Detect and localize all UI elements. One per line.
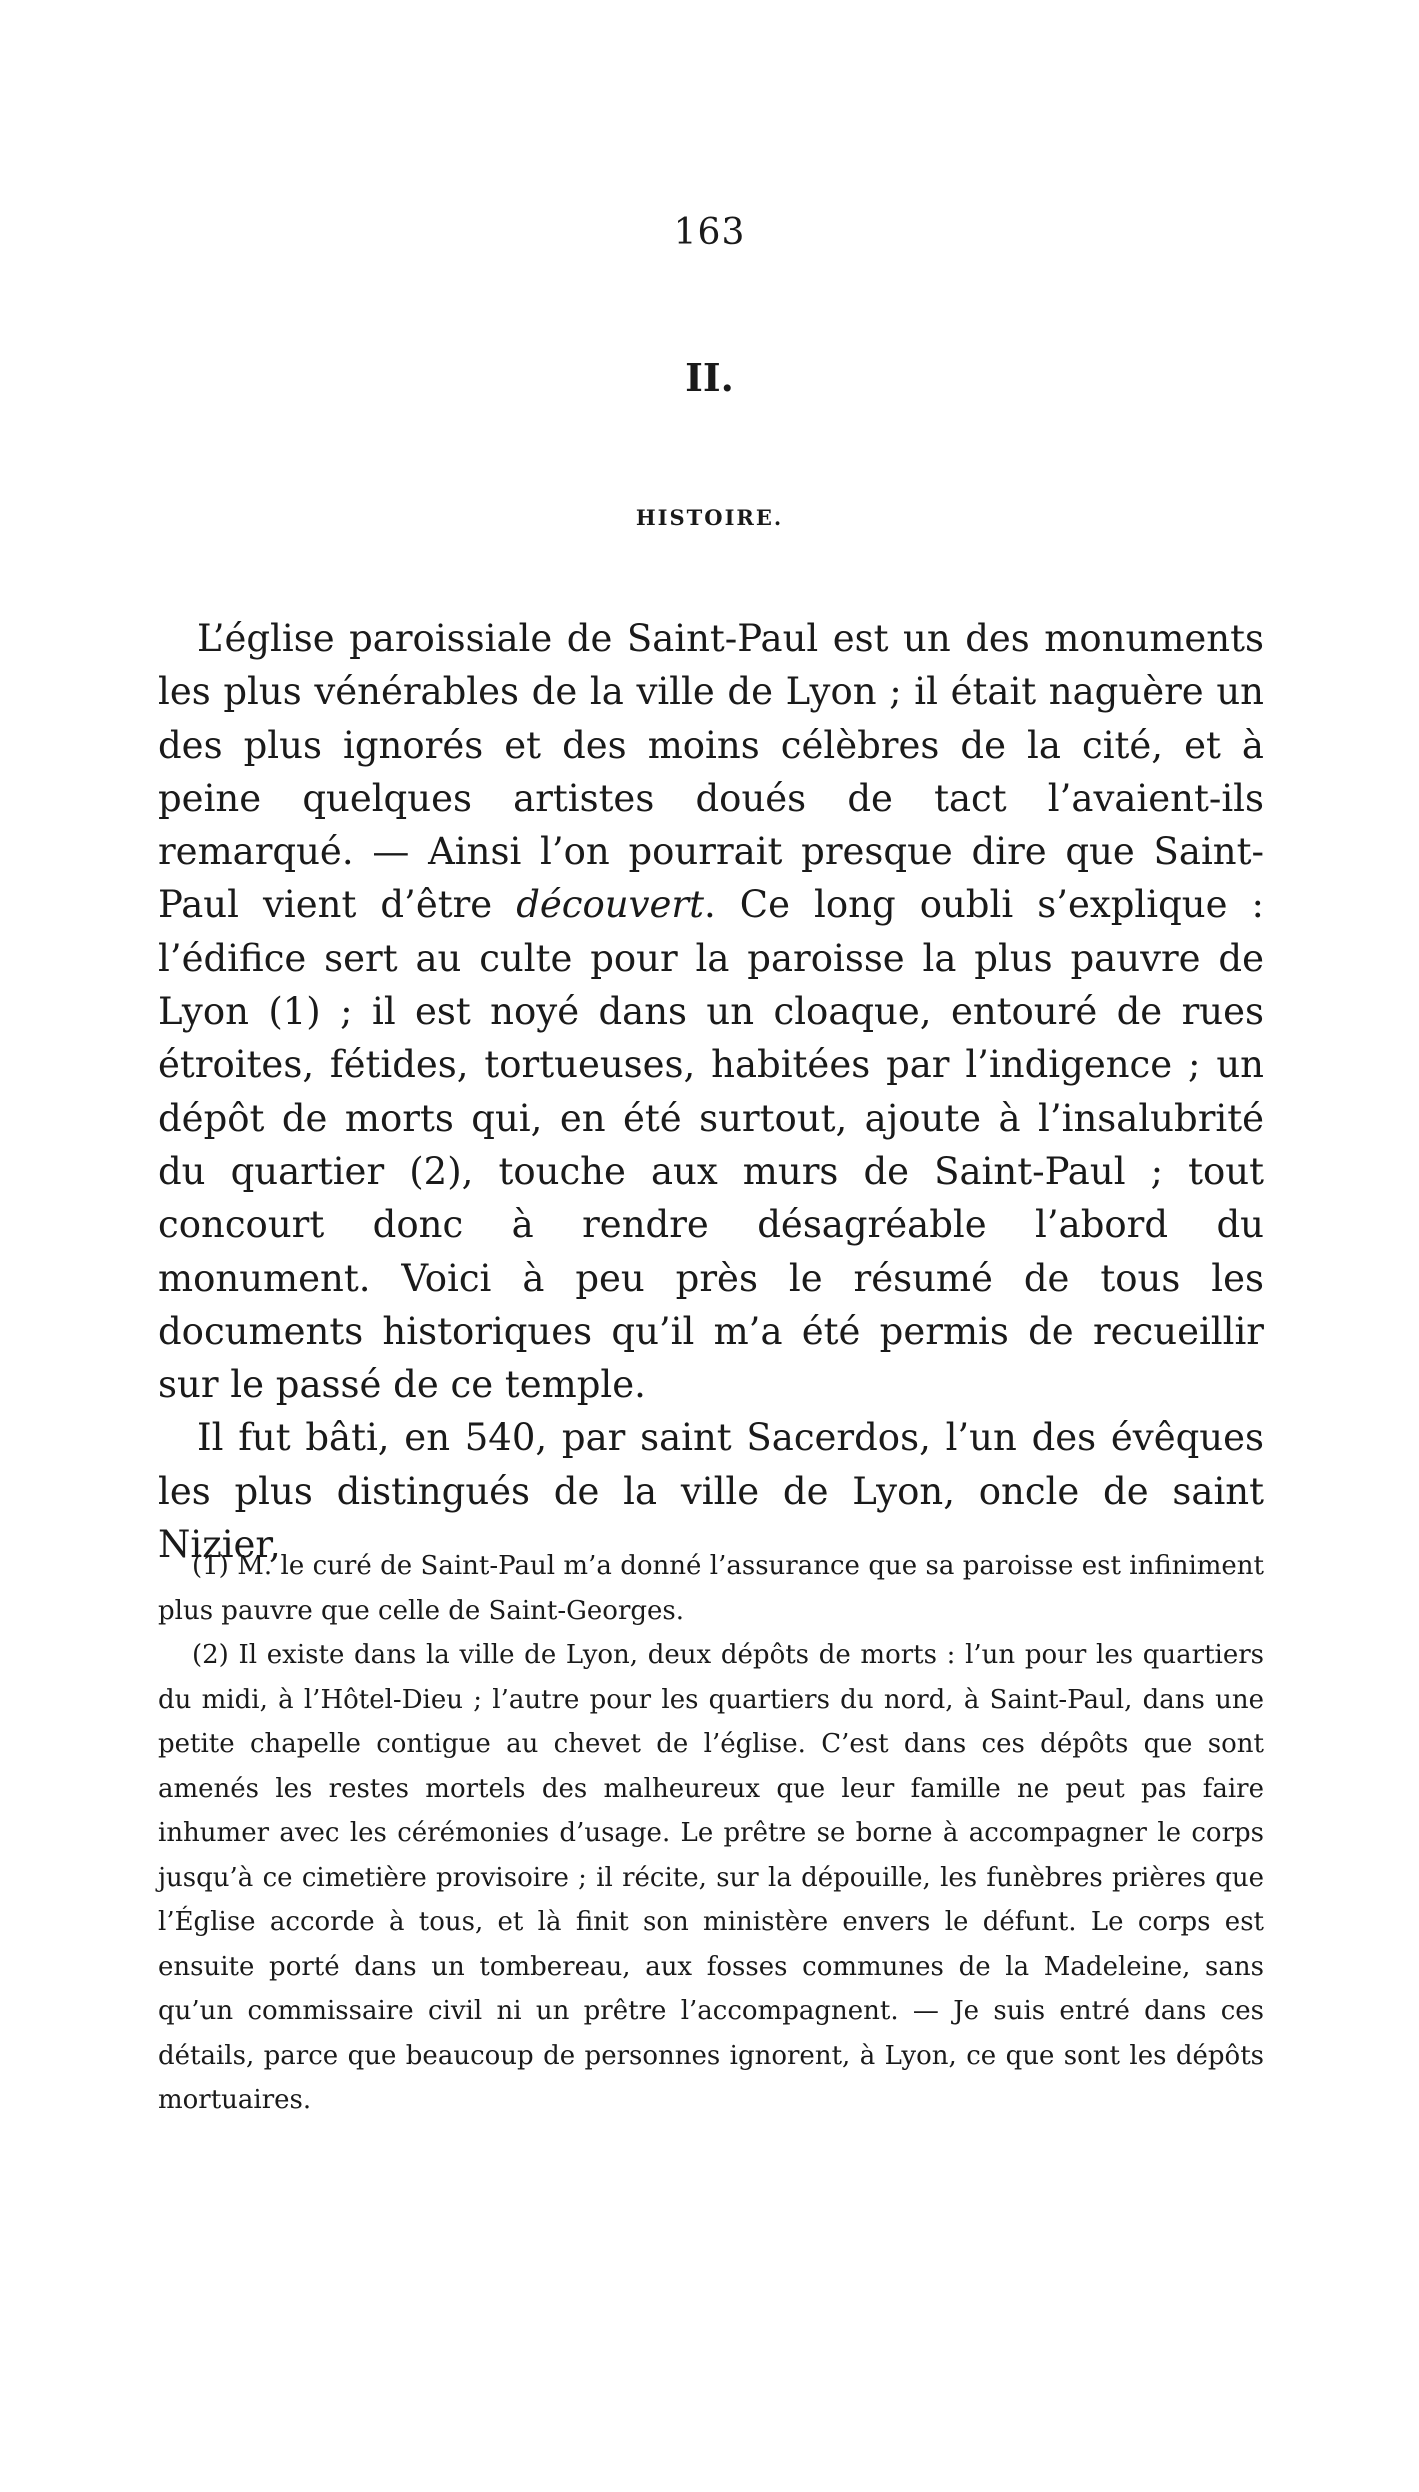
body-text [158,612,1264,1571]
page-number: 163 [673,212,746,253]
section-number: II. [685,355,734,400]
paragraph-1-start: L’église paroissiale de Saint-Paul est un des monuments les plus vénérables de la ville de Lyon ; il était naguère un des plus ignorés et des moins célèbres de la cité, et à peine quelques artistes doués de tact l’avaient-ils remarqué. — Ainsi l’on pourrait presque dire que Saint-Paul vient d’être [158,617,1264,927]
footnotes [158,1544,1264,2123]
paragraph-1-end: . Ce long oubli s’explique : l’édifice sert au culte pour la paroisse la plus pauvre de Lyon (1) ; il est noyé dans un cloaque, entouré de rues étroites, fétides, tortueuses, habitées par l’indigence ; un dépôt de morts qui, en été surtout, ajoute à l’insalubrité du quartier (2), touche aux murs de Saint-Paul ; tout concourt donc à rendre désagréable l’abord du monument. Voici à peu près le résumé de tous les documents historiques qu’il m’a été permis de recueillir sur le passé de ce temple. [158,883,1264,1407]
italic-word: découvert [516,883,704,927]
footnote-1: (1) M. le curé de Saint-Paul m’a donné l’assurance que sa paroisse est infiniment plus pauvre que celle de Saint-Georges. [158,1551,1264,1626]
paragraph-1 [158,612,1264,1411]
paragraph-2: Il fut bâti, en 540, par saint Sacerdos, l’un des évêques les plus distingués de la ville de Lyon, oncle de saint Nizier, [158,1416,1264,1567]
section-title: HISTOIRE. [635,505,784,530]
footnote-2: (2) Il existe dans la ville de Lyon, deux dépôts de morts : l’un pour les quartiers du midi, à l’Hôtel-Dieu ; l’autre pour les quartiers du nord, à Saint-Paul, dans une petite chapelle contigue au chevet de l’église. C’est dans ces dépôts que sont amenés les restes mortels des malheureux que leur famille ne peut pas faire inhumer avec les cérémonies d’usage. Le prêtre se borne à accompagner le corps jusqu’à ce cimetière provisoire ; il récite, sur la dépouille, les funèbres prières que l’Église accorde à tous, et là finit son ministère envers le défunt. Le corps est ensuite porté dans un tombereau, aux fosses communes de la Madeleine, sans qu’un commissaire civil ni un prêtre l’accompagnent. — Je suis entré dans ces détails, parce que beaucoup de personnes ignorent, à Lyon, ce que sont les dépôts mortuaires. [158,1640,1264,2115]
